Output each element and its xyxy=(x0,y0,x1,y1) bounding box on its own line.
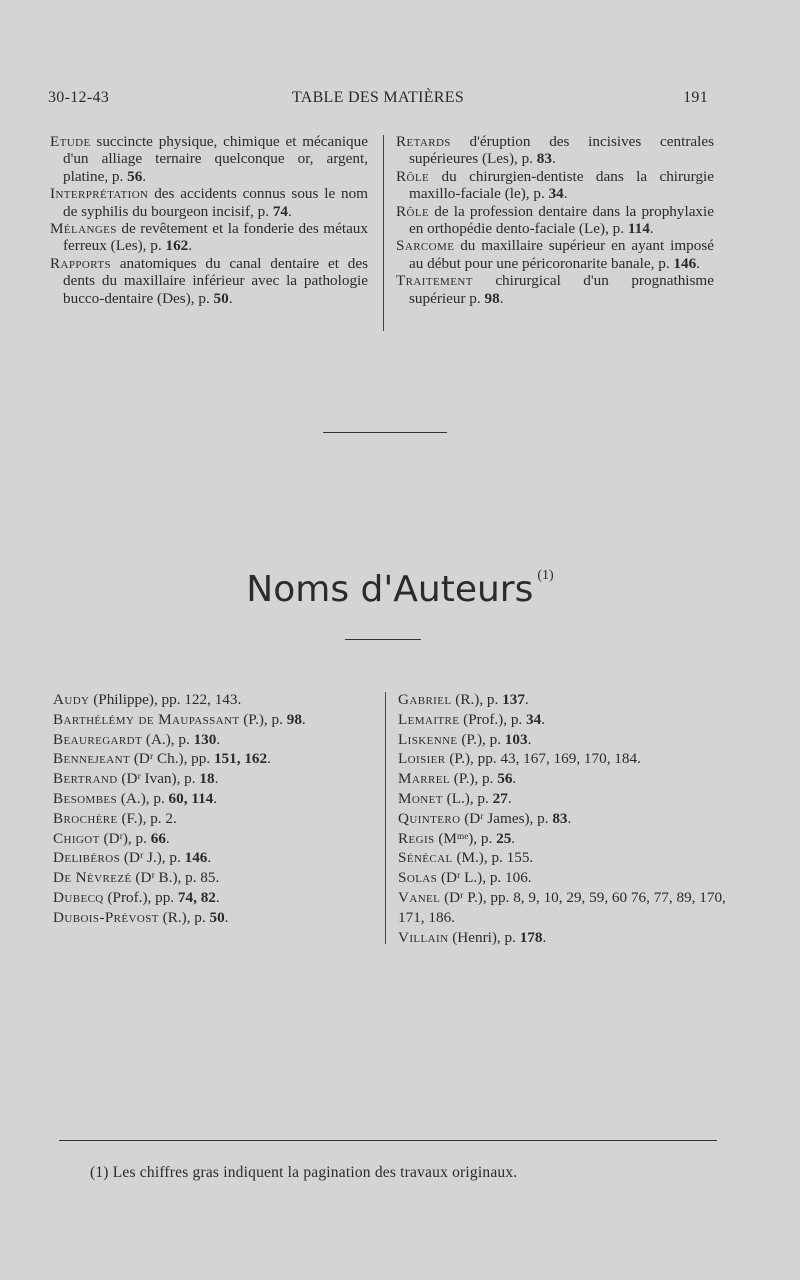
author-tail: . xyxy=(511,829,516,847)
author-name: Brochère xyxy=(53,809,118,827)
footnote: (1) Les chiffres gras indiquent la pagination des travaux originaux. xyxy=(90,1164,518,1181)
author-tail: . xyxy=(301,710,306,728)
author-detail: (A.), p. xyxy=(117,789,169,807)
author-page-bold: 60, 114 xyxy=(168,789,214,807)
author-page-bold: 74, 82 xyxy=(177,888,216,906)
subject-page-bold: 56 xyxy=(127,167,143,185)
footnote-rule xyxy=(59,1140,717,1141)
subject-text: succincte physique, chimique et mécanique d'un alliage ternaire quelconque or, argent, platine, p. xyxy=(63,133,368,185)
subject-page-bold: 34 xyxy=(548,185,564,203)
author-name: Dubecq xyxy=(53,888,104,906)
author-entry xyxy=(53,690,373,710)
author-page-bold: 50 xyxy=(209,908,225,926)
author-entry xyxy=(398,829,738,849)
author-detail: (Dʳ Ivan), p. xyxy=(117,770,200,788)
author-detail: (Dʳ L.), p. 106. xyxy=(437,869,532,887)
author-tail: . xyxy=(541,710,546,728)
author-detail: (Henri), p. xyxy=(448,928,520,946)
author-name: Dubois-Prévost xyxy=(53,908,159,926)
author-tail: . xyxy=(216,730,221,748)
subject-entry xyxy=(396,272,714,307)
subject-entry xyxy=(396,168,714,203)
author-page-bold: 98 xyxy=(286,710,302,728)
author-page-bold: 25 xyxy=(496,829,512,847)
author-entry xyxy=(53,848,373,868)
author-entry xyxy=(53,809,373,829)
subject-tail: . xyxy=(288,202,292,220)
authors-column-left xyxy=(53,690,373,928)
author-tail: . xyxy=(512,770,517,788)
subject-text: du chirurgien-dentiste dans la chirurgie maxillo-faciale (le), p. xyxy=(409,167,714,203)
author-tail: . xyxy=(213,789,218,807)
author-entry xyxy=(398,888,738,928)
author-page-bold: 27 xyxy=(492,789,508,807)
author-tail: . xyxy=(527,730,532,748)
author-detail: (Dʳ Ch.), pp. xyxy=(130,750,214,768)
column-rule-authors xyxy=(385,692,386,944)
author-entry xyxy=(398,730,738,750)
subject-entry xyxy=(50,255,368,307)
subject-tail: . xyxy=(188,237,193,255)
author-entry xyxy=(398,769,738,789)
author-name: Bennejeant xyxy=(53,750,131,768)
author-tail: . xyxy=(207,849,212,867)
author-tail: . xyxy=(215,888,220,906)
author-entry xyxy=(398,928,738,948)
author-page-bold: 56 xyxy=(497,770,513,788)
subject-text: du maxillaire supérieur en ayant imposé au début pour une péricoronarite banale, p. xyxy=(409,237,714,272)
author-name: Gabriel xyxy=(398,691,452,708)
author-detail: (Dʳ P.), pp. 8, 9, 10, 29, 59, 60 76, 77, 89, 170, 171, 186. xyxy=(398,888,726,926)
author-tail: . xyxy=(165,829,170,847)
section-title-footnote-mark: (1) xyxy=(537,568,554,583)
subject-page-bold: 50 xyxy=(213,289,229,307)
subject-entry xyxy=(50,220,368,255)
subject-page-bold: 74 xyxy=(272,202,288,220)
author-name: Sénécal xyxy=(398,849,453,867)
author-tail: . xyxy=(214,770,219,788)
subject-keyword: Interprétation xyxy=(50,185,149,203)
author-detail: (Dʳ), p. xyxy=(99,829,151,847)
subject-page-bold: 162 xyxy=(165,237,189,255)
section-title xyxy=(0,568,800,610)
author-name: Besombes xyxy=(53,789,118,807)
subject-entry xyxy=(50,185,368,220)
header-title: TABLE DES MATIÈRES xyxy=(291,89,465,106)
author-entry xyxy=(53,730,373,750)
subject-entry xyxy=(396,133,714,168)
author-entry xyxy=(53,829,373,849)
author-name: Chigot xyxy=(53,829,100,847)
author-page-bold: 130 xyxy=(193,730,217,748)
author-tail: . xyxy=(542,928,547,946)
subject-tail: . xyxy=(649,220,654,238)
subject-page-bold: 83 xyxy=(536,150,552,168)
author-detail: (L.), p. xyxy=(442,789,493,807)
author-name: Solas xyxy=(398,869,438,887)
author-name: Audy xyxy=(53,691,90,708)
author-detail: (P.), p. xyxy=(239,710,287,728)
section-divider xyxy=(323,432,447,433)
subject-text: de la profession dentaire dans la prophylaxie en orthopédie dento-faciale (Le), p. xyxy=(409,202,714,238)
author-entry xyxy=(53,710,373,730)
author-page-bold: 18 xyxy=(199,770,215,788)
author-name: Bertrand xyxy=(53,770,118,788)
author-name: Quintero xyxy=(398,809,461,827)
author-detail: (R.), p. xyxy=(158,908,210,926)
author-page-bold: 66 xyxy=(150,829,166,847)
author-name: Regis xyxy=(398,829,435,847)
subject-tail: . xyxy=(228,289,233,307)
author-name: Marrel xyxy=(398,770,450,788)
running-header xyxy=(48,89,708,111)
author-tail: . xyxy=(267,750,271,768)
subject-entry xyxy=(396,203,714,238)
author-entry xyxy=(398,809,738,829)
author-name: Lemaitre xyxy=(398,710,460,728)
subject-tail: . xyxy=(563,185,568,203)
author-page-bold: 178 xyxy=(519,928,543,946)
author-entry xyxy=(53,749,373,769)
author-detail: (P.), p. xyxy=(449,770,498,788)
subject-tail: . xyxy=(551,150,556,168)
author-detail: (P.), pp. 43, 167, 169, 170, 184. xyxy=(445,750,641,768)
author-page-bold: 34 xyxy=(526,710,542,728)
section-title-text: Noms d'Auteurs xyxy=(246,569,534,610)
author-page-bold: 103 xyxy=(504,730,528,748)
subject-keyword: Traitement xyxy=(396,272,473,290)
subject-keyword: Etude xyxy=(50,133,91,150)
subject-text: de revêtement et la fonderie des métaux ferreux (Les), p. xyxy=(63,220,368,255)
subject-keyword: Rapports xyxy=(50,254,111,272)
author-tail: . xyxy=(567,809,572,827)
page-number: 191 xyxy=(683,89,708,106)
author-tail: . xyxy=(507,789,512,807)
author-name: Loisier xyxy=(398,750,446,768)
author-page-bold: 146 xyxy=(184,849,208,867)
author-tail: . xyxy=(224,908,229,926)
author-entry xyxy=(398,690,738,710)
author-entry xyxy=(398,710,738,730)
author-name: Villain xyxy=(398,928,449,946)
author-detail: (F.), p. 2. xyxy=(117,809,177,827)
subjects-column-right xyxy=(396,133,714,307)
author-name: Liskenne xyxy=(398,730,458,748)
subject-keyword: Rôle xyxy=(396,167,430,185)
author-entry xyxy=(53,769,373,789)
subject-entry xyxy=(396,237,714,272)
author-name: Monet xyxy=(398,789,443,807)
author-entry xyxy=(53,908,373,928)
author-entry xyxy=(53,868,373,888)
author-entry xyxy=(53,789,373,809)
author-entry xyxy=(398,749,738,769)
author-detail: (Prof.), p. xyxy=(459,710,527,728)
author-name: Barthélémy de Maupassant xyxy=(53,710,240,728)
subject-text: chirurgical d'un prognathisme supérieur p. xyxy=(409,272,714,307)
authors-column-right xyxy=(398,690,738,947)
author-detail: (Philippe), pp. 122, 143. xyxy=(89,691,242,708)
subject-page-bold: 114 xyxy=(627,220,650,238)
subject-keyword: Sarcome xyxy=(396,237,455,255)
subject-tail: . xyxy=(696,254,700,272)
author-name: Delibéros xyxy=(53,849,121,867)
author-detail: (Mᵐᵉ), p. xyxy=(434,829,497,847)
author-detail: (M.), p. 155. xyxy=(452,849,534,867)
subject-page-bold: 146 xyxy=(673,254,697,272)
subject-text: anatomiques du canal dentaire et des dents du maxillaire inférieur avec la pathologie bucco-dentaire (Des), p. xyxy=(63,254,368,307)
subject-text: d'éruption des incisives centrales supérieures (Les), p. xyxy=(409,133,714,168)
author-page-bold: 137 xyxy=(502,691,525,708)
subject-keyword: Retards xyxy=(396,133,451,150)
author-detail: (Dʳ James), p. xyxy=(460,809,553,827)
author-detail: (Dʳ B.), p. 85. xyxy=(131,869,220,887)
author-detail: (A.), p. xyxy=(142,730,194,748)
author-entry xyxy=(398,848,738,868)
author-tail: . xyxy=(524,691,529,708)
author-detail: (R.), p. xyxy=(451,691,503,708)
column-rule-top xyxy=(383,135,384,331)
title-underline xyxy=(345,639,421,640)
subjects-column-left xyxy=(50,133,368,307)
author-name: De Nèvrezé xyxy=(53,869,132,887)
author-entry xyxy=(398,789,738,809)
subject-tail: . xyxy=(142,167,147,185)
author-name: Beauregardt xyxy=(53,730,143,748)
author-entry xyxy=(398,868,738,888)
author-detail: (Prof.), pp. xyxy=(103,888,178,906)
subject-tail: . xyxy=(499,289,504,307)
subject-page-bold: 98 xyxy=(484,289,500,307)
author-name: Vanel xyxy=(398,888,441,906)
subject-text: des accidents connus sous le nom de syphilis du bourgeon incisif, p. xyxy=(63,185,368,220)
author-detail: (Dʳ J.), p. xyxy=(120,849,185,867)
subject-keyword: Rôle xyxy=(396,202,430,220)
author-page-bold: 151, 162 xyxy=(213,750,268,768)
subject-entry xyxy=(50,133,368,185)
author-detail: (P.), p. xyxy=(457,730,505,748)
author-page-bold: 83 xyxy=(552,809,568,827)
subject-keyword: Mélanges xyxy=(50,220,117,238)
header-date: 30-12-43 xyxy=(48,89,110,106)
author-entry xyxy=(53,888,373,908)
